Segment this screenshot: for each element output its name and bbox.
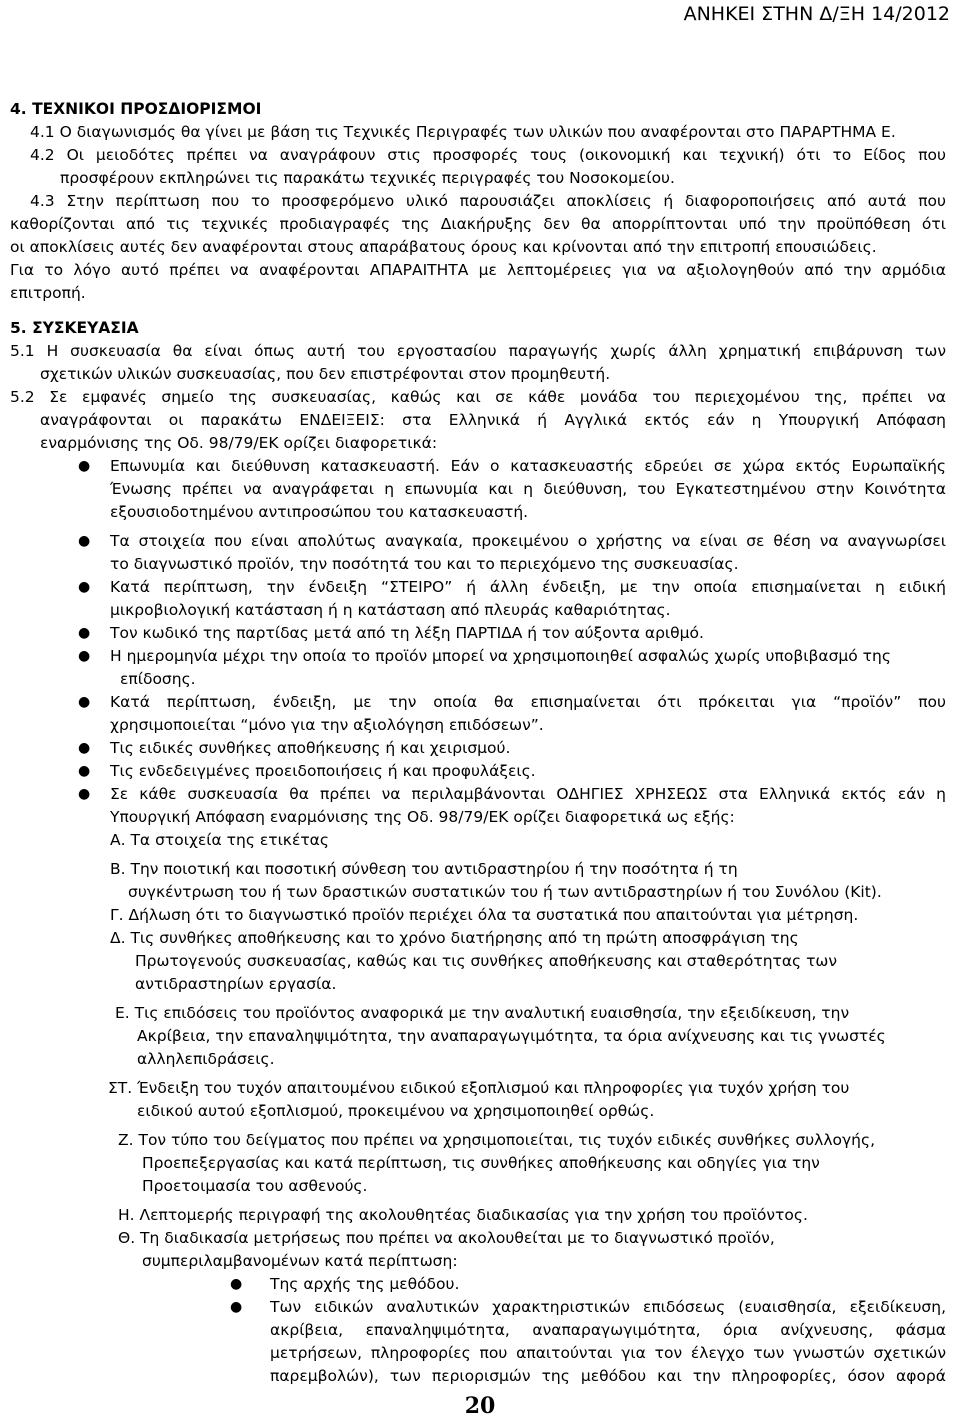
sub-item-st-cont: ειδικού αυτού εξοπλισμού, προκειμένου να χρησιμοποιηθεί ορθώς. [137, 1102, 655, 1120]
paragraph-5-2-cont: εναρμόνισης της Οδ. 98/79/ΕΚ ορίζει διαφορετικά: [40, 434, 438, 452]
list-item-cont: επίδοσης. [120, 670, 196, 688]
paragraph-4-1: 4.1 Ο διαγωνισμός θα γίνει με βάση τις Τεχνικές Περιγραφές των υλικών που αναφέρονται στο ΠΑΡΑΡΤΗΜΑ Ε. [30, 123, 896, 141]
nested-list-item-cont: μετρήσεων, πληροφορίες που απαιτούνται για τον έλεγχο των γνωστών σχετικών [270, 1344, 946, 1362]
sub-item-b-cont: συγκέντρωση του ή των δραστικών συστατικών του ή των αντιδραστηρίων ή του Συνόλου (Kit). [128, 883, 882, 901]
list-item-cont: χρησιμοποιείται “μόνο για την αξιολόγηση επιδόσεων”. [110, 716, 544, 734]
page-number: 20 [464, 1393, 496, 1419]
document-body [0, 98, 960, 1388]
sub-item-th-cont: συμπεριλαμβανομένων κατά περίπτωση: [142, 1252, 458, 1270]
bullet-icon: ● [78, 740, 91, 756]
paragraph-4-3-cont: καθορίζονται από τις τεχνικές προδιαγραφές της Διακήρυξης δεν θα απορρίπτονται υπό την προϋπόθεση ότι [10, 215, 946, 233]
paragraph-5-1-cont: σχετικών υλικών συσκευασίας, που δεν επιστρέφονται στον προμηθευτή. [40, 365, 611, 383]
paragraph-4-3-cont: επιτροπή. [10, 284, 86, 302]
paragraph-5-2: 5.2 Σε εμφανές σημείο της συσκευασίας, καθώς και σε κάθε μονάδα του περιεχομένου της, πρέπει να [10, 388, 946, 406]
paragraph-4-2-cont: προσφέρουν εκπληρώνει τις παρακάτω τεχνικές περιγραφές του Νοσοκομείου. [60, 169, 675, 187]
bullet-icon: ● [78, 579, 91, 595]
nested-list-item: ● Της αρχής της μεθόδου. [270, 1273, 946, 1296]
nested-list-item-cont: παρεμβολών), των περιορισμών της μεθόδου και την πληροφορίες, όσον αφορά [270, 1367, 946, 1385]
page-header: ΑΝΗΚΕΙ ΣΤΗΝ Δ/ΞΗ 14/2012 [683, 3, 950, 25]
nested-list-item-cont: ακρίβεια, επαναληψιμότητα, αναπαραγωγιμότητα, όρια ανίχνευσης, φάσμα [270, 1321, 946, 1339]
sub-item-th: Θ. Τη διαδικασία μετρήσεως που πρέπει να ακολουθείται με το διαγνωστικό προϊόν, [118, 1229, 775, 1247]
sub-item-d: Δ. Τις συνθήκες αποθήκευσης και το χρόνο διατήρησης από τη πρώτη αποσφράγιση της [110, 929, 799, 947]
sub-item-st: ΣΤ. Ένδειξη του τυχόν απαιτουμένου ειδικού εξοπλισμού και πληροφορίες για τυχόν χρήση του [108, 1079, 850, 1097]
paragraph-4-3: 4.3 Στην περίπτωση που το προσφερόμενο υλικό παρουσιάζει αποκλίσεις ή διαφοροποιήσεις από αυτά που [30, 192, 946, 210]
sub-item-z-cont: Προετοιμασία του ασθενούς. [142, 1177, 368, 1195]
list-item: ● Κατά περίπτωση, ένδειξη, με την οποία θα επισημαίνεται ότι πρόκειται για “προϊόν” που [110, 691, 946, 714]
bullet-icon: ● [78, 533, 91, 549]
list-item: ● Η ημερομηνία μέχρι την οποία το προϊόν μπορεί να χρησιμοποιηθεί ασφαλώς χωρίς υποβιβασμό της [110, 645, 946, 668]
list-item: ● Τις ενδεδειγμένες προειδοποιήσεις ή και προφυλάξεις. [110, 760, 946, 783]
section-5-title: 5. ΣΥΣΚΕΥΑΣΙΑ [10, 319, 139, 337]
bullet-icon: ● [78, 694, 91, 710]
section-4-title: 4. ΤΕΧΝΙΚΟΙ ΠΡΟΣΔΙΟΡΙΣΜΟΙ [10, 100, 262, 118]
list-item: ● Τα στοιχεία που είναι απολύτως αναγκαία, προκειμένου ο χρήστης να είναι σε θέση να αναγνωρίσει [110, 530, 946, 553]
list-item-cont: εξουσιοδοτημένου αντιπροσώπου του κατασκευαστή. [110, 503, 529, 521]
list-item: ● Σε κάθε συσκευασία θα πρέπει να περιλαμβάνονται ΟΔΗΓΙΕΣ ΧΡΗΣΕΩΣ στα Ελληνικά εκτός εάν η [110, 783, 946, 806]
sub-item-d-cont: Πρωτογενούς συσκευασίας, καθώς και τις συνθήκες αποθήκευσης και σταθερότητας των [135, 952, 838, 970]
sub-item-z: Ζ. Τον τύπο του δείγματος που πρέπει να χρησιμοποιείται, τις τυχόν ειδικές συνθήκες συλλογής, [118, 1131, 876, 1149]
bullet-icon: ● [230, 1299, 243, 1315]
nested-list-item: ● Των ειδικών αναλυτικών χαρακτηριστικών επιδόσεως (ευαισθησία, εξειδίκευση, [270, 1296, 946, 1319]
sub-item-a: Α. Τα στοιχεία της ετικέτας [110, 831, 329, 849]
sub-item-e-cont: αλληλεπιδράσεις. [137, 1050, 275, 1068]
bullet-icon: ● [78, 625, 91, 641]
sub-item-b: Β. Την ποιοτική και ποσοτική σύνθεση του αντιδραστηρίου ή την ποσότητα ή τη [110, 860, 738, 878]
list-item-cont: Ένωσης πρέπει να αναγράφεται η επωνυμία και η διεύθυνση, του Εγκατεστημένου στην Κοινότητα [110, 480, 946, 498]
sub-item-z-cont: Προεπεξεργασίας και κατά περίπτωση, τις συνθήκες αποθήκευσης και οδηγίες για την [142, 1154, 820, 1172]
list-item: ● Τον κωδικό της παρτίδας μετά από τη λέξη ΠΑΡΤΙΔΑ ή τον αύξοντα αριθμό. [110, 622, 946, 645]
sub-item-e: Ε. Τις επιδόσεις του προϊόντος αναφορικά με την αναλυτική ευαισθησία, την εξειδίκευση, την [115, 1004, 850, 1022]
paragraph-4-2: 4.2 Οι μειοδότες πρέπει να αναγράφουν στις προσφορές τους (οικονομική και τεχνική) ότι το Είδος που [30, 146, 946, 164]
bullet-icon: ● [230, 1276, 243, 1292]
list-item: ● Επωνυμία και διεύθυνση κατασκευαστή. Εάν ο κατασκευαστής εδρεύει σε χώρα εκτός Ευρωπαϊκής [110, 455, 946, 478]
bullet-icon: ● [78, 763, 91, 779]
paragraph-4-3-cont: Για το λόγο αυτό πρέπει να αναφέρονται ΑΠΑΡΑΙΤΗΤΑ με λεπτομέρειες για να αξιολογηθούν από την αρμόδια [10, 261, 946, 279]
sub-item-g: Γ. Δήλωση ότι το διαγνωστικό προϊόν περιέχει όλα τα συστατικά που απαιτούνται για μέτρηση. [110, 906, 859, 924]
list-item: ● Τις ειδικές συνθήκες αποθήκευσης ή και χειρισμού. [110, 737, 946, 760]
list-item: ● Κατά περίπτωση, την ένδειξη “ΣΤΕΙΡΟ” ή άλλη ένδειξη, με την οποία επισημαίνεται η ειδική [110, 576, 946, 599]
sub-item-d-cont: αντιδραστηρίων εργασία. [135, 975, 337, 993]
paragraph-4-3-cont: οι αποκλίσεις αυτές δεν αναφέρονται στους απαράβατους όρους και κρίνονται από την επιτροπή επουσιώδεις. [10, 238, 877, 256]
list-item-cont: το διαγνωστικό προϊόν, την ποσότητά του και το περιεχόμενο της συσκευασίας. [110, 555, 739, 573]
paragraph-5-1: 5.1 Η συσκευασία θα είναι όπως αυτή του εργοστασίου παραγωγής χωρίς άλλη χρηματική επιβάρυνση των [10, 342, 946, 360]
bullet-icon: ● [78, 786, 91, 802]
sub-item-e-cont: Ακρίβεια, την επαναληψιμότητα, την αναπαραγωγιμότητα, τα όρια ανίχνευσης και τις γνωστές [137, 1027, 886, 1045]
bullet-icon: ● [78, 648, 91, 664]
paragraph-5-2-cont: αναγράφονται οι παρακάτω ΕΝΔΕΙΞΕΙΣ: στα Ελληνικά ή Αγγλικά εκτός εάν η Υπουργική Απόφαση [40, 411, 946, 429]
bullet-icon: ● [78, 458, 91, 474]
sub-item-h: Η. Λεπτομερής περιγραφή της ακολουθητέας διαδικασίας για την χρήση του προϊόντος. [118, 1206, 808, 1224]
list-item-cont: μικροβιολογική κατάσταση ή η κατάσταση από πλευράς καθαριότητας. [110, 601, 671, 619]
list-item-cont: Υπουργική Απόφαση εναρμόνισης της Οδ. 98/79/ΕΚ ορίζει διαφορετικά ως εξής: [110, 808, 735, 826]
